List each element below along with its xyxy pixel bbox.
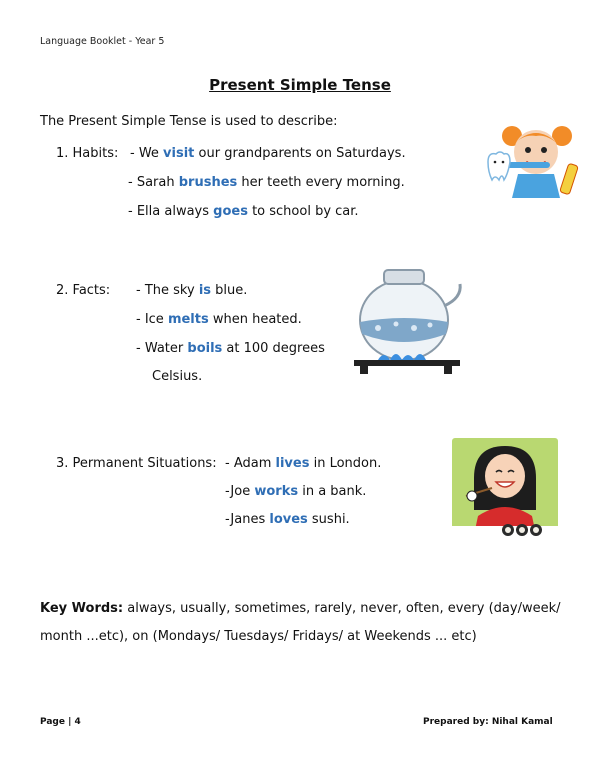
verb-highlight: brushes [178,175,238,190]
permanent-sentence-3 [225,512,350,527]
key-words-text: always, usually, sometimes, rarely, never, often, every (day/week/ [123,601,561,616]
verb-highlight: goes [213,204,248,219]
tooth-brushing-girl-illustration [484,122,584,198]
verb-highlight: melts [167,312,209,327]
permanent-sentence-1 [225,456,381,471]
verb-highlight: boils [187,341,223,356]
key-words-line-2: month ...etc), on (Mondays/ Tuesdays/ Fridays/ at Weekends ... etc) [40,629,477,644]
sushi-icon [502,524,542,536]
habits-sentence-3 [128,204,359,219]
sentence-text: sushi. [307,512,350,527]
verb-highlight: visit [163,146,195,161]
sentence-text: our grandparents on Saturdays. [194,146,406,161]
permanent-sentence-2 [225,484,366,499]
sentence-text: -Joe [225,484,255,499]
habits-sentence-2 [128,175,405,190]
facts-sentence-2 [136,312,302,327]
sushi-eating-woman-illustration [452,438,558,544]
key-words-line-1 [40,601,561,616]
key-words-label: Key Words: [40,601,124,616]
sentence-text: when heated. [208,312,302,327]
verb-highlight: works [254,484,299,499]
habits-sentence-1 [130,146,406,161]
sentence-text: - Ella always [128,204,214,219]
verb-highlight: is [198,283,212,298]
sentence-text: her teeth every morning. [237,175,405,190]
prepared-by: Prepared by: Nihal Kamal [423,717,553,727]
sentence-text: in London. [309,456,382,471]
sentence-text: blue. [211,283,248,298]
page-title: Present Simple Tense [209,76,391,94]
verb-highlight: loves [269,512,308,527]
sentence-text: - We [130,146,164,161]
permanent-heading: 3. Permanent Situations: [56,456,217,471]
facts-sentence-1 [136,283,247,298]
page-number: Page | 4 [40,717,81,727]
booklet-header: Language Booklet - Year 5 [40,36,165,47]
sentence-text: - Ice [136,312,168,327]
sentence-text: - The sky [136,283,199,298]
tooth-icon [488,152,510,180]
facts-sentence-3 [136,341,325,356]
facts-sentence-3-continued: Celsius. [152,369,203,384]
sentence-text: at 100 degrees [222,341,325,356]
intro-text: The Present Simple Tense is used to describe: [40,114,338,129]
boiling-kettle-illustration [348,262,466,374]
sentence-text: -Janes [225,512,270,527]
sentence-text: in a bank. [298,484,367,499]
sentence-text: - Adam [225,456,276,471]
sentence-text: - Sarah [128,175,179,190]
sentence-text: - Water [136,341,188,356]
habits-heading: 1. Habits: [56,146,119,161]
sentence-text: to school by car. [247,204,359,219]
facts-heading: 2. Facts: [56,283,111,298]
verb-highlight: lives [275,456,310,471]
